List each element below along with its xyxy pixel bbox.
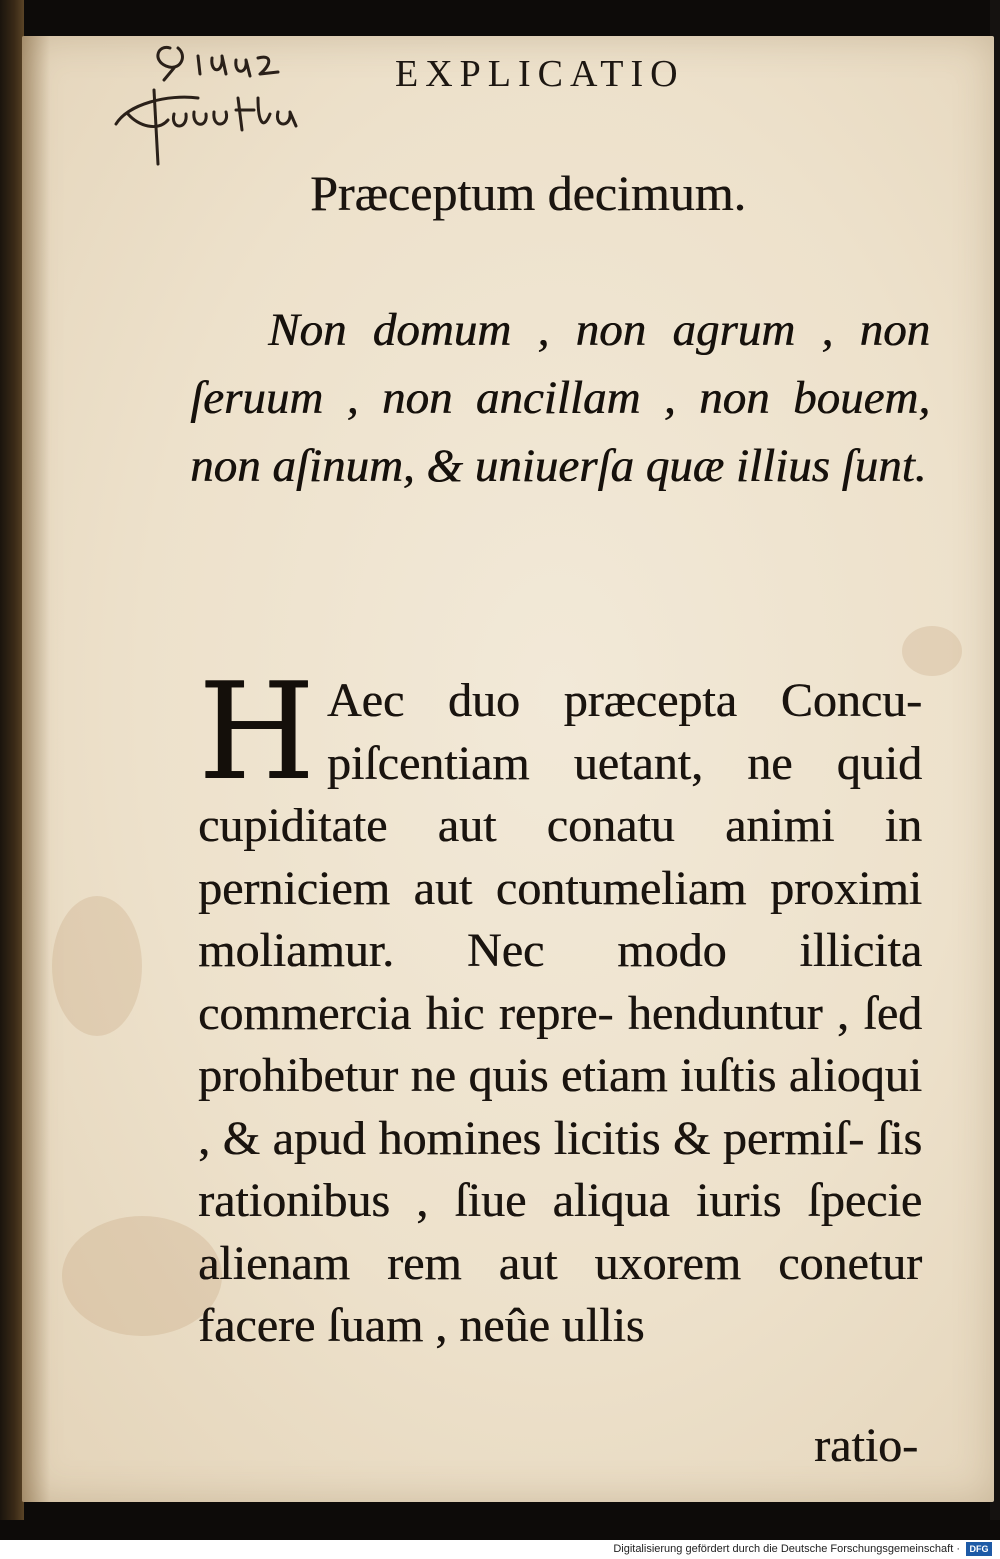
dfg-logo: DFG [966, 1542, 992, 1556]
body-paragraph-text: Aec duo præcepta Concu- piſcentiam uetant, ne quid cupiditate aut conatu animi in perniciem aut contumeliam proximi moliamur. Nec modo illicita commercia hic repre- henduntur , ſed prohibetur ne quis etiam iuſtis alioqui , & apud homines licitis & permiſ- ſis rationibus , ſiue aliqua iuris ſpecie alienam rem aut uxorem conetur facere ſuam , neûe ullis [198, 674, 922, 1352]
page-gutter-shadow [22, 36, 50, 1502]
catchword: ratio- [814, 1419, 918, 1472]
drop-cap-initial: H [198, 654, 315, 810]
digitization-credit: Digitalisierung gefördert durch die Deutsche Forschungsgemeinschaft · [613, 1543, 960, 1555]
running-head: EXPLICATIO [395, 53, 685, 95]
commandment-verse: Non domum , non agrum , non ſeruum , non ancillam , non bouem, non aſinum, & uniuerſa quæ illius ſunt. [190, 304, 930, 492]
body-paragraph [198, 654, 922, 1358]
section-heading: Præceptum decimum. [310, 165, 747, 221]
paper-stain [52, 896, 142, 1036]
paper-stain [902, 626, 962, 676]
book-binding-edge [0, 0, 24, 1520]
handwritten-annotation [108, 34, 348, 174]
handwriting-scribble [108, 34, 348, 174]
